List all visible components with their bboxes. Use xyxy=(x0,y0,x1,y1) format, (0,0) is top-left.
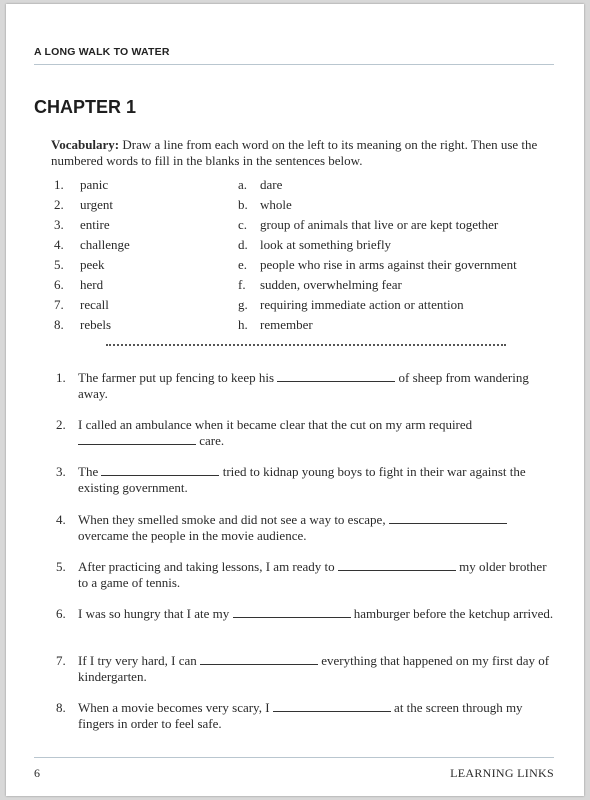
vocab-meaning: remember xyxy=(260,317,313,332)
worksheet-page xyxy=(6,4,584,796)
chapter-title: CHAPTER 1 xyxy=(34,97,137,117)
publisher-name: LEARNING LINKS xyxy=(450,766,554,780)
sentence-text: tried to kidnap young boys to fight in their war against the existing government. xyxy=(78,464,526,495)
vocab-word: peek xyxy=(80,257,105,272)
meaning-letter: b. xyxy=(238,197,248,212)
vocab-row xyxy=(54,257,554,273)
sentence-number: 7. xyxy=(56,653,66,668)
fill-blank[interactable] xyxy=(277,380,395,382)
dotted-separator xyxy=(106,344,506,346)
vocab-word: urgent xyxy=(80,197,113,212)
sentence-item xyxy=(56,512,556,543)
meaning-letter: a. xyxy=(238,177,248,192)
word-number: 2. xyxy=(54,197,64,212)
page-number: 6 xyxy=(34,766,40,780)
sentence-text: After practicing and taking lessons, I am ready to xyxy=(78,559,338,574)
sentence-number: 3. xyxy=(56,464,66,479)
word-number: 1. xyxy=(54,177,64,192)
vocab-row xyxy=(54,277,554,293)
word-number: 8. xyxy=(54,317,64,332)
vocab-row xyxy=(54,197,554,213)
vocab-word: panic xyxy=(80,177,109,192)
fill-blank[interactable] xyxy=(101,474,219,476)
fill-blank[interactable] xyxy=(338,569,456,571)
sentence-text: When they smelled smoke and did not see a way to escape, xyxy=(78,512,389,527)
word-number: 6. xyxy=(54,277,64,292)
vocab-word: rebels xyxy=(80,317,112,332)
sentence-number: 4. xyxy=(56,512,66,527)
fill-blank[interactable] xyxy=(389,522,507,524)
vocab-row xyxy=(54,297,554,313)
vocab-meaning: whole xyxy=(260,197,292,212)
sentence-text: of sheep from wandering away. xyxy=(78,370,529,401)
fill-blank[interactable] xyxy=(200,663,318,665)
sentence-text: The xyxy=(78,464,102,479)
sentence-number: 1. xyxy=(56,370,66,385)
fill-blank[interactable] xyxy=(78,443,196,445)
sentence-item xyxy=(56,606,556,622)
word-number: 7. xyxy=(54,297,64,312)
vocab-meaning: requiring immediate action or attention xyxy=(260,297,464,312)
instructions-text: Draw a line from each word on the left to its meaning on the right. Then use the numbered words to fill in the blanks in the sentences below. xyxy=(51,137,538,168)
sentence-number: 6. xyxy=(56,606,66,621)
sentence-text: I was so hungry that I ate my xyxy=(78,606,233,621)
meaning-letter: e. xyxy=(238,257,248,272)
sentence-item xyxy=(56,653,556,684)
sentence-item xyxy=(56,700,556,731)
vocab-row xyxy=(54,177,554,193)
sentence-text: at the screen through my fingers in order to feel safe. xyxy=(78,700,523,731)
footer-rule xyxy=(34,757,554,758)
word-number: 3. xyxy=(54,217,64,232)
sentence-text: The farmer put up fencing to keep his xyxy=(78,370,278,385)
vocab-row xyxy=(54,317,554,333)
sentence-text: If I try very hard, I can xyxy=(78,653,200,668)
header-rule xyxy=(34,64,554,65)
meaning-letter: c. xyxy=(238,217,248,232)
sentence-text: When a movie becomes very scary, I xyxy=(78,700,273,715)
vocab-word: challenge xyxy=(80,237,130,252)
meaning-letter: f. xyxy=(238,277,246,292)
sentence-number: 2. xyxy=(56,417,66,432)
vocab-word: recall xyxy=(80,297,109,312)
sentence-text: care. xyxy=(196,432,225,448)
instructions xyxy=(51,137,551,168)
sentence-text: overcame the people in the movie audience. xyxy=(78,527,307,543)
vocab-meaning: group of animals that live or are kept together xyxy=(260,217,499,232)
vocab-meaning: people who rise in arms against their government xyxy=(260,257,517,272)
sentence-text: I called an ambulance when it became clear that the cut on my arm required xyxy=(78,417,473,432)
meaning-letter: g. xyxy=(238,297,248,312)
meaning-letter: d. xyxy=(238,237,248,252)
running-title: A LONG WALK TO WATER xyxy=(34,46,170,58)
sentence-item xyxy=(56,370,556,401)
instructions-lead: Vocabulary: xyxy=(51,137,120,152)
sentence-text: my older brother to a game of tennis. xyxy=(78,559,547,590)
word-number: 5. xyxy=(54,257,64,272)
sentence-text: everything that happened on my first day of kindergarten. xyxy=(78,653,550,684)
fill-blank[interactable] xyxy=(233,616,351,618)
vocab-meaning: look at something briefly xyxy=(260,237,392,252)
sentence-item xyxy=(56,417,556,448)
vocab-row xyxy=(54,217,554,233)
sentence-number: 5. xyxy=(56,559,66,574)
sentence-item xyxy=(56,559,556,590)
sentence-number: 8. xyxy=(56,700,66,715)
vocab-word: entire xyxy=(80,217,110,232)
sentence-item xyxy=(56,464,556,495)
word-number: 4. xyxy=(54,237,64,252)
vocab-meaning: dare xyxy=(260,177,283,192)
sentence-text: hamburger before the ketchup arrived. xyxy=(350,606,554,621)
vocab-row xyxy=(54,237,554,253)
fill-blank[interactable] xyxy=(273,710,391,712)
meaning-letter: h. xyxy=(238,317,248,332)
vocab-word: herd xyxy=(80,277,104,292)
vocab-meaning: sudden, overwhelming fear xyxy=(260,277,402,292)
